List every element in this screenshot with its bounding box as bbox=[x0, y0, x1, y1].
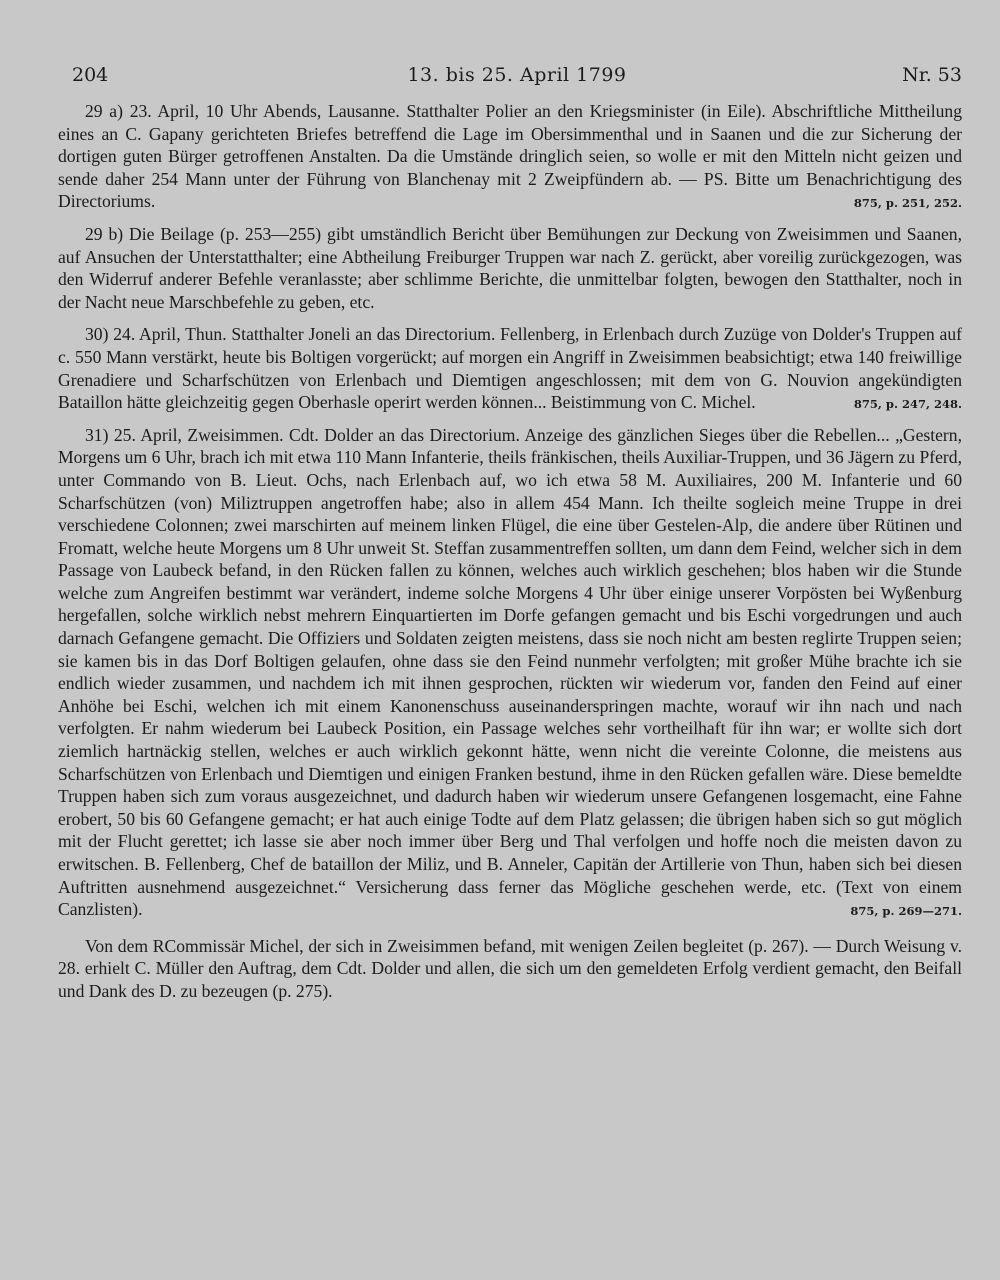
document-body bbox=[58, 100, 962, 1013]
entry-29a bbox=[58, 100, 962, 213]
closing-paragraph: Von dem RCommissär Michel, der sich in Zweisimmen befand, mit wenigen Zeilen begleitet (p. 267). — Durch Weisung v. 28. erhielt C. Müller den Auftrag, dem Cdt. Dolder und allen, die sich um den gemeldeten Erfolg verdient gemacht, den Beifall und Dank des D. zu bezeugen (p. 275). bbox=[58, 935, 962, 1001]
entry-text: 31) 25. April, Zweisimmen. Cdt. Dolder an das Directorium. Anzeige des gänzlichen Sieges über die Rebellen... „Gestern, Morgens um 6 Uhr, brach ich mit etwa 110 Mann Infanterie, theils fränkischen, theils Auxiliar-Truppen, und 36 Jägern zu Pferd, unter Commando von B. Lieut. Ochs, nach Erlenbach auf, wo ich etwa 58 M. Auxiliaires, 200 M. Infanterie und 60 Scharfschützen (von) Miliztruppen angetroffen habe; also in allem 454 Mann. Ich theilte sogleich meine Truppe in drei verschiedene Colonnen; zwei marschirten auf meinem linken Flügel, die eine über Gestelen-Alp, die andere über Rütinen und Fromatt, welche heute Morgens um 8 Uhr unweit St. Steffan zusammentreffen sollten, um dann dem Feind, welcher sich in dem Passage von Laubeck befand, in den Rücken fallen zu können, welches auch wirklich geschehen; blos haben wir die Stunde welche zum Angreifen bestimmt war verändert, indeme solche Morgens 4 Uhr über einige unserer Vorpösten bei Wyßenburg hergefallen, solche wirklich nebst mehrern Einquartierten im Dorfe gefangen gemacht und bis Eschi vorgedrungen und auch darnach Gefangene gemacht. Die Offiziers und Soldaten zeigten meistens, dass sie noch nicht am besten reglirte Truppen seien; sie kamen bis in das Dorf Boltigen gelaufen, ohne dass sie den Feind nunmehr verfolgten; mit großer Mühe brachte ich sie endlich wieder zusammen, und nachdem ich mit ihnen gesprochen, rückten wir wiederum vor, fanden den Feind auf einer Anhöhe bei Eschi, welchen ich mit einem Kanonenschuss auseinanderspringen machte, worauf wir ihn nach und nach verfolgten. Er nahm wiederum bei Laubeck Position, ein Passage welches sehr vortheilhaft für ihn war; er wollte sich dort ziemlich hartnäckig stellen, welches er auch wirklich gekonnt hätte, wenn nicht die vereinte Colonne, die meistens aus Scharfschützen von Erlenbach und Diemtigen und einigen Franken bestund, ihme in den Rücken gefallen wäre. Diese bemeldte Truppen haben sich zum voraus ausgezeichnet, und dadurch haben wir wiederum unsere Gefangenen losgemacht, eine Fahne erobert, 50 bis 60 Gefangene gemacht; er hat auch einige Todte auf dem Platz gelassen; die übrigen haben sich so gut möglich mit der Flucht gerettet; ich lasse sie aber noch immer über Berg und Thal verfolgen und hoffe noch die meisten davon zu erwitschen. B. Fellenberg, Chef de bataillon der Miliz, und B. Anneler, Capitän der Artillerie von Thun, haben sich bei diesen Auftritten ausnehmend ausgezeichnet.“ Versicherung dass ferner das Mögliche geschehen werde, etc. (Text von einem Canzlisten). bbox=[58, 424, 962, 920]
entry-text: 30) 24. April, Thun. Statthalter Joneli an das Directorium. Fellenberg, in Erlenbach durch Zuzüge von Dolder's Truppen auf c. 550 Mann verstärkt, heute bis Boltigen vorgerückt; auf morgen ein Angriff in Zweisimmen beabsichtigt; etwa 140 freiwillige Grenadiere und Scharfschützen von Erlenbach und Diemtigen angeschlossen; mit dem von G. Nouvion angekündigten Bataillon hätte gleichzeitig gegen Oberhasle operirt werden können... Beistimmung von C. Michel. bbox=[58, 324, 962, 413]
running-header bbox=[72, 64, 962, 90]
entry-text: 29 a) 23. April, 10 Uhr Abends, Lausanne. Statthalter Polier an den Kriegsminister (in Eile). Abschriftliche Mittheilung eines an C. Gapany gerichteten Briefes betreffend die Lage im Obersimmenthal und in Saanen und die zur Sicherung der dortigen guten Bürger getroffenen Anstalten. Da die Umstände dringlich seien, so wolle er mit den Mitteln nicht geizen und sende daher 254 Mann unter der Führung von Blanchenay mit 2 Zweipfündern ab. — PS. Bitte um Benachrichtigung des Directoriums. bbox=[58, 101, 962, 212]
document-number: Nr. 53 bbox=[902, 64, 962, 86]
entry-29b bbox=[58, 223, 962, 313]
entry-text: 29 b) Die Beilage (p. 253—255) gibt umständlich Bericht über Bemühungen zur Deckung von Zweisimmen und Saanen, auf Ansuchen der Unterstatthalter; eine Abtheilung Freiburger Truppen war nach Z. gerückt, aber voreilig zurückgezogen, was den Widerruf anderer Befehle veranlasste; aber schlimme Berichte, die unmittelbar folgten, bewogen den Statthalter, noch in der Nacht neue Marschbefehle zu geben, etc. bbox=[58, 223, 962, 312]
source-reference: 875, p. 247, 248. bbox=[853, 397, 962, 412]
source-reference: 875, p. 251, 252. bbox=[853, 196, 962, 211]
source-reference: 875, p. 269—271. bbox=[850, 904, 962, 919]
page-number: 204 bbox=[72, 64, 109, 86]
entry-30 bbox=[58, 323, 962, 413]
entry-31 bbox=[58, 424, 962, 921]
header-title: 13. bis 25. April 1799 bbox=[407, 64, 627, 86]
